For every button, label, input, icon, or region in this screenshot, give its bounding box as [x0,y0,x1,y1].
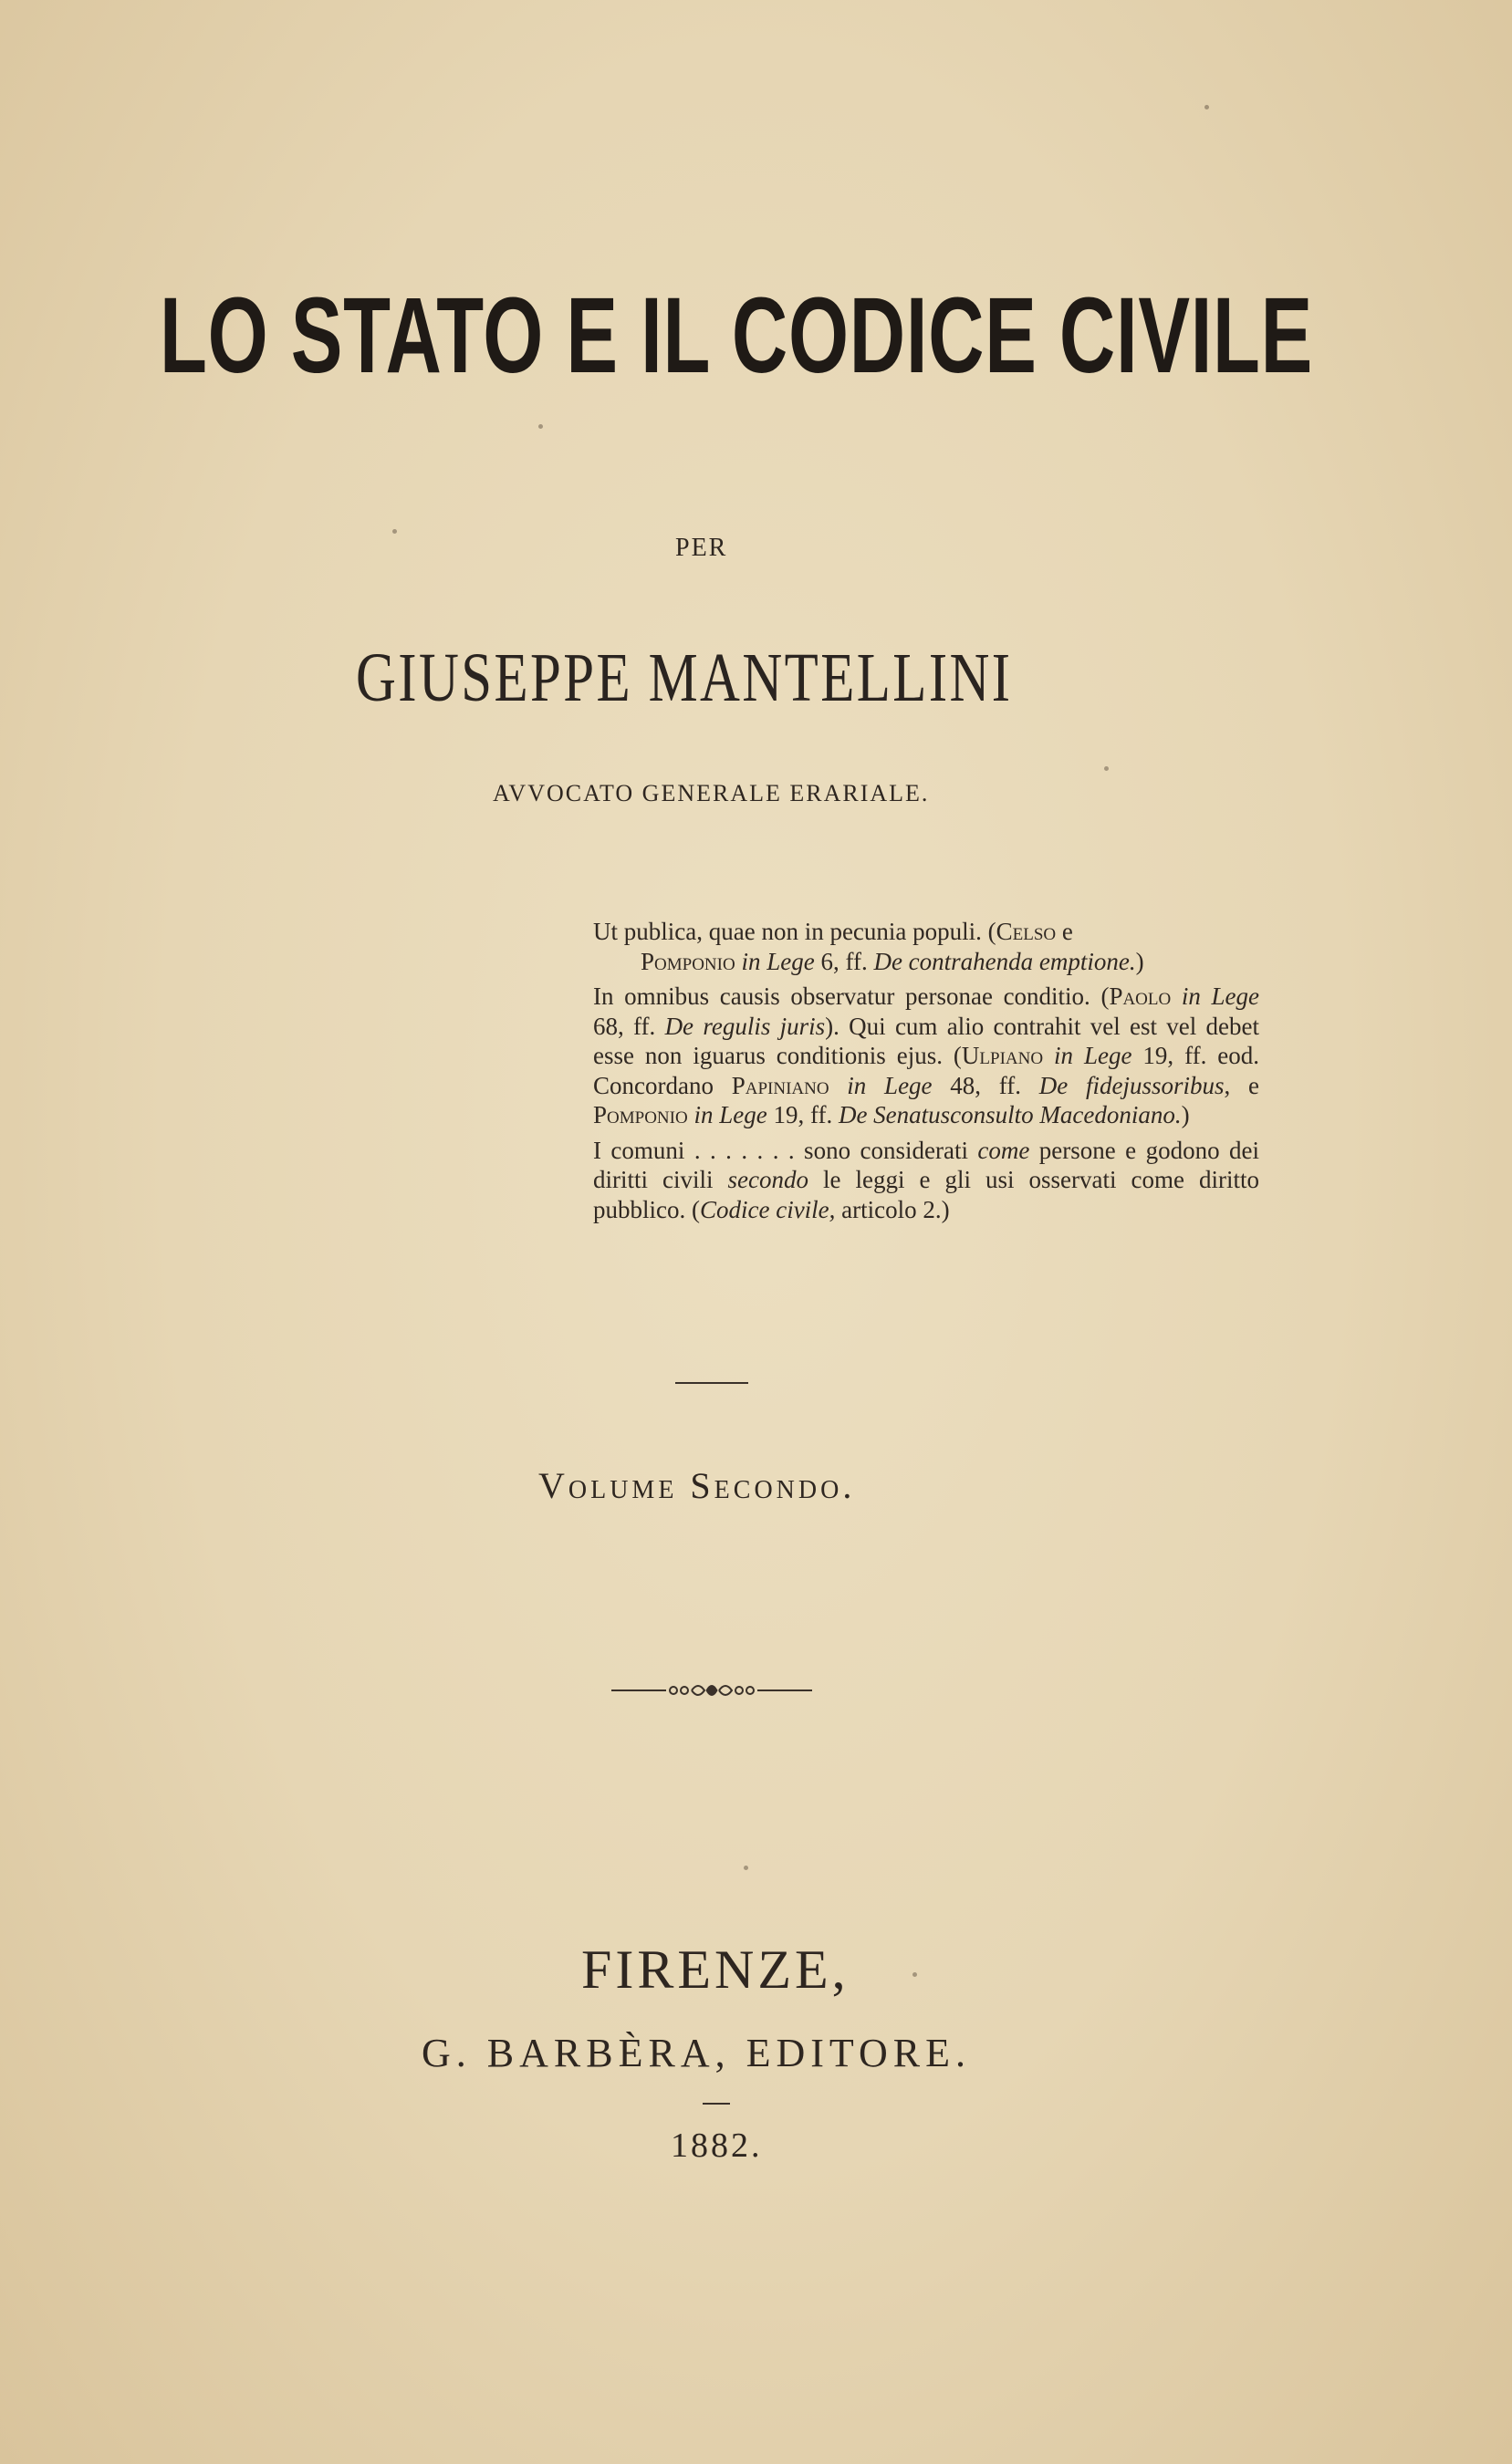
publication-year: 1882. [671,2126,763,2165]
paper-speck [744,1866,748,1870]
paper-speck [912,1972,917,1977]
publication-city: FIRENZE, [581,1939,850,2000]
separator-rule [675,1382,748,1384]
paper-speck [392,529,397,534]
author-role: AVVOCATO GENERALE ERARIALE. [493,780,930,806]
by-label: PER [675,534,728,562]
publisher-name: G. BARBÈRA, EDITORE. [422,2031,971,2075]
ornament-flourish-icon [611,1677,812,1704]
paper-speck [538,424,543,429]
volume-label: Volume Secondo. [538,1465,856,1506]
small-rule [703,2103,730,2105]
paper-speck [1204,105,1209,109]
author-name: GIUSEPPE MANTELLINI [356,639,1013,716]
epigraph-3: I comuni . . . . . . . sono considerati come persone e godono dei diritti civili secondo le leggi e gli usi osservati come diritto pubblico. (Codice civile, articolo 2.) [593,1136,1259,1223]
epigraphs [593,917,1259,1226]
epigraph-2: In omnibus causis observatur personae conditio. (Paolo in Lege 68, ff. De regulis juris). Qui cum alio contrahit vel est vel debet esse non iguarus conditionis ejus. (Ulpiano in Lege 19, ff. eod. Concordano Papiniano in Lege 48, ff. De fidejussoribus, e Pomponio in Lege 19, ff. De Senatusconsulto Macedoniano.) [593,982,1260,1128]
paper-speck [1104,766,1109,771]
book-title: LO STATO E IL CODICE CIVILE [160,276,1314,396]
epigraph-1: Ut publica, quae non in pecunia populi. (Celso e Pomponio in Lege 6, ff. De contrahenda emptione.) [593,918,1144,975]
